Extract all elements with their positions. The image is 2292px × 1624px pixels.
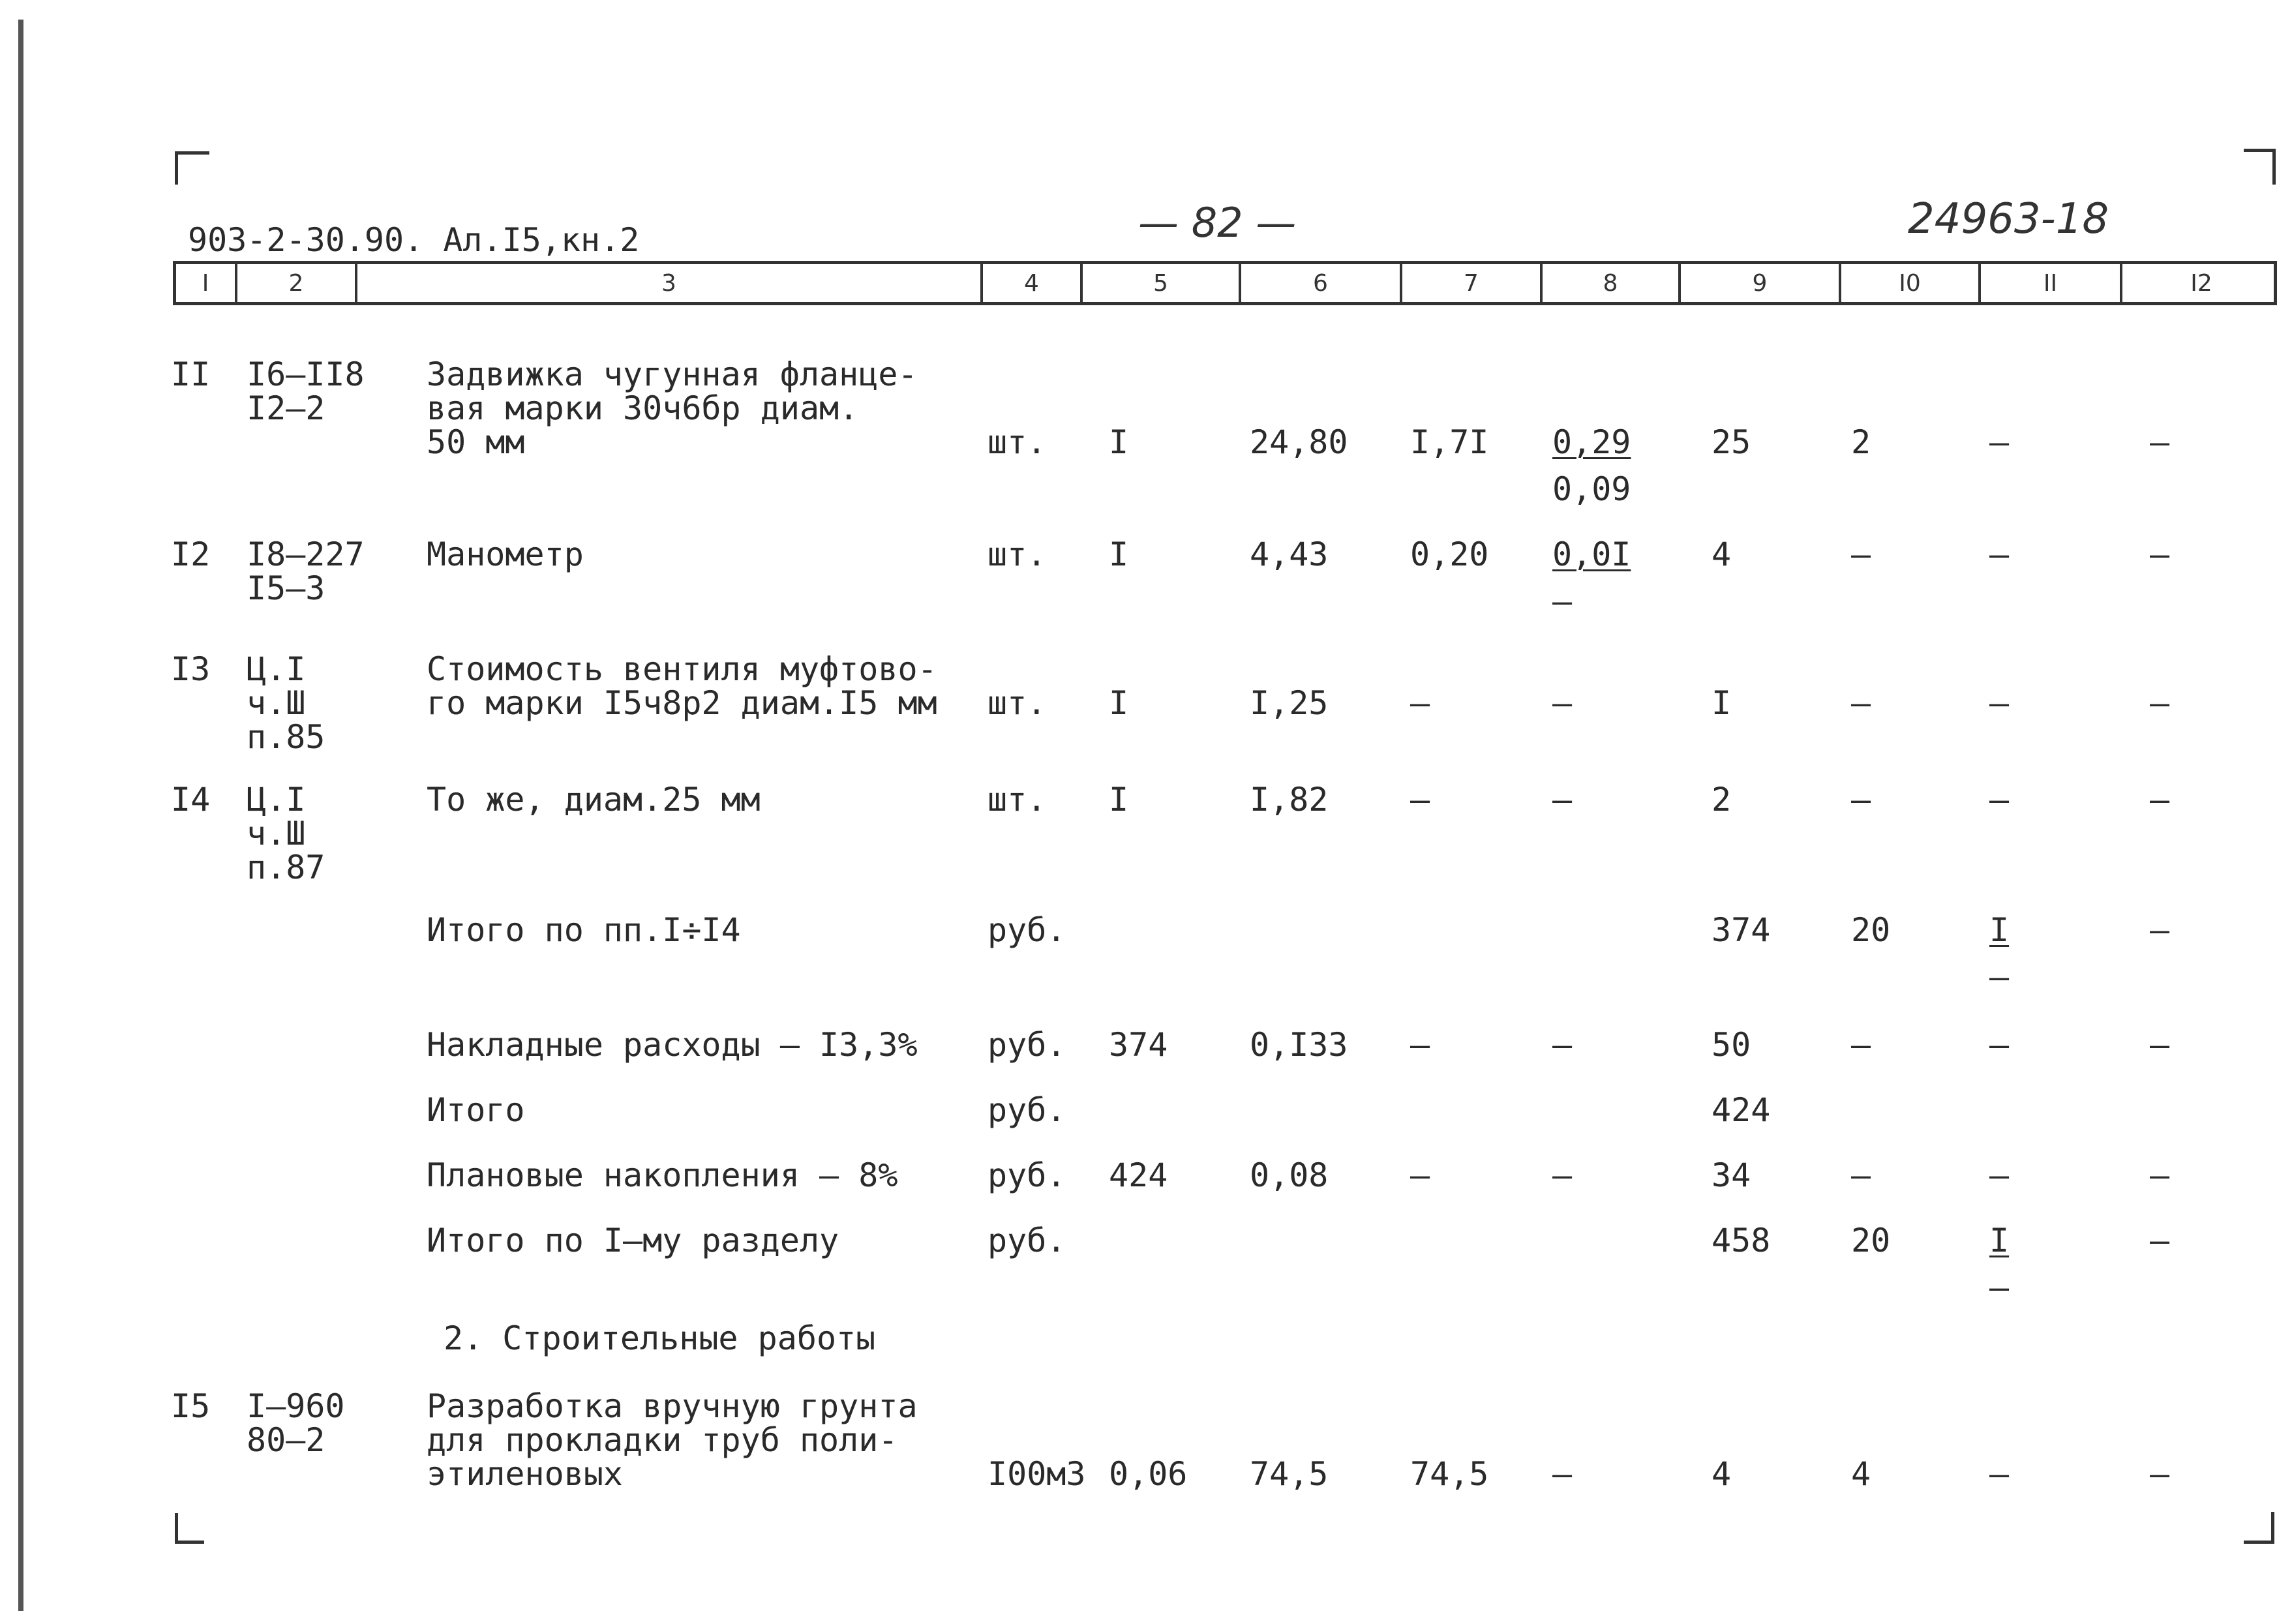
item-name: для прокладки труб поли- bbox=[427, 1421, 898, 1459]
row-number: I2 bbox=[171, 535, 211, 573]
cell-qty: 374 bbox=[1109, 1026, 1168, 1064]
cell-c9: 458 bbox=[1711, 1222, 1771, 1259]
column-number-5: 5 bbox=[1083, 264, 1241, 302]
cell-unit: руб. bbox=[988, 1222, 1066, 1259]
cell-price: 0,08 bbox=[1250, 1156, 1329, 1194]
cell-c12: — bbox=[2150, 1156, 2170, 1194]
cell-price: 0,I33 bbox=[1250, 1026, 1348, 1064]
cell-c8: — bbox=[1552, 781, 1573, 819]
cell-c11: — bbox=[1989, 1026, 2010, 1064]
cell-c8: 0,09 bbox=[1552, 470, 1631, 508]
cell-c11: — bbox=[1989, 781, 2010, 819]
column-number-2: 2 bbox=[237, 264, 357, 302]
item-name: Манометр bbox=[427, 535, 584, 573]
cell-unit: шт. bbox=[988, 423, 1047, 461]
binding-edge bbox=[18, 20, 23, 1611]
rate-code: I8—227 bbox=[247, 535, 365, 573]
cell-c8: 0,29 bbox=[1552, 423, 1631, 461]
cell-c8: — bbox=[1552, 1455, 1573, 1493]
cell-c11: — bbox=[1989, 1156, 2010, 1194]
cell-c9: 424 bbox=[1711, 1091, 1771, 1129]
item-name: Итого bbox=[427, 1091, 525, 1129]
column-number-1: I bbox=[176, 264, 237, 302]
cell-c8: — bbox=[1552, 684, 1573, 722]
item-name: Накладные расходы — I3,3% bbox=[427, 1026, 918, 1064]
cell-price: I,82 bbox=[1250, 781, 1329, 819]
item-name: 50 мм bbox=[427, 423, 525, 461]
cell-c10: — bbox=[1851, 1026, 1871, 1064]
cell-unit: руб. bbox=[988, 1091, 1066, 1129]
cell-c12: — bbox=[2150, 1026, 2170, 1064]
cell-qty: I bbox=[1109, 684, 1129, 722]
rate-code: I5—3 bbox=[247, 569, 325, 607]
item-name: Итого по пп.I÷I4 bbox=[427, 911, 741, 949]
cell-qty: I bbox=[1109, 781, 1129, 819]
cell-c12: — bbox=[2150, 684, 2170, 722]
cell-c9: 4 bbox=[1711, 535, 1732, 573]
rate-code: I6—II8 bbox=[247, 355, 365, 393]
rate-code: I2—2 bbox=[247, 389, 325, 427]
item-name: Плановые накопления — 8% bbox=[427, 1156, 898, 1194]
cell-c11: — bbox=[1989, 684, 2010, 722]
column-number-8: 8 bbox=[1543, 264, 1681, 302]
cell-c7: — bbox=[1410, 684, 1430, 722]
corner-mark-bottom-left bbox=[175, 1513, 204, 1544]
cell-c10: 20 bbox=[1851, 911, 1891, 949]
cell-c10: 20 bbox=[1851, 1222, 1891, 1259]
rate-code: п.87 bbox=[247, 849, 325, 886]
cell-c10: — bbox=[1851, 1156, 1871, 1194]
cell-c7: — bbox=[1410, 781, 1430, 819]
item-name: То же, диам.25 мм bbox=[427, 781, 761, 819]
cell-c12: — bbox=[2150, 1455, 2170, 1493]
corner-mark-top-right bbox=[2244, 149, 2276, 185]
cell-c12: — bbox=[2150, 911, 2170, 949]
cell-unit: шт. bbox=[988, 535, 1047, 573]
column-number-3: 3 bbox=[357, 264, 983, 302]
section-title: 2. Строительные работы bbox=[444, 1319, 876, 1357]
cell-c9: 50 bbox=[1711, 1026, 1751, 1064]
cell-c11: — bbox=[1989, 958, 2010, 996]
column-number-row bbox=[173, 261, 2277, 305]
cell-c8: 0,0I bbox=[1552, 535, 1631, 573]
cell-c12: — bbox=[2150, 535, 2170, 573]
cell-c10: 2 bbox=[1851, 423, 1871, 461]
cell-c12: — bbox=[2150, 1222, 2170, 1259]
cell-c9: 374 bbox=[1711, 911, 1771, 949]
cell-unit: шт. bbox=[988, 684, 1047, 722]
cell-c10: — bbox=[1851, 684, 1871, 722]
archive-number: 24963-18 bbox=[1908, 195, 2109, 243]
column-number-10: I0 bbox=[1841, 264, 1981, 302]
cell-c8: — bbox=[1552, 1026, 1573, 1064]
cell-c9: 2 bbox=[1711, 781, 1732, 819]
cell-c7: — bbox=[1410, 1026, 1430, 1064]
cell-c12: — bbox=[2150, 423, 2170, 461]
rate-code: п.85 bbox=[247, 718, 325, 756]
cell-c12: — bbox=[2150, 781, 2170, 819]
item-name: этиленовых bbox=[427, 1455, 624, 1493]
cell-qty: I bbox=[1109, 423, 1129, 461]
row-number: I3 bbox=[171, 650, 211, 688]
document-code: 903-2-30.90. Ал.I5,кн.2 bbox=[188, 221, 640, 259]
cell-c11: — bbox=[1989, 1455, 2010, 1493]
rate-code: ч.Ш bbox=[247, 684, 306, 722]
cell-unit: руб. bbox=[988, 1156, 1066, 1194]
rate-code: I—960 bbox=[247, 1387, 345, 1425]
cell-c10: 4 bbox=[1851, 1455, 1871, 1493]
cell-c9: 4 bbox=[1711, 1455, 1732, 1493]
cell-c10: — bbox=[1851, 781, 1871, 819]
cell-unit: руб. bbox=[988, 911, 1066, 949]
item-name: вая марки 30ч6бр диам. bbox=[427, 389, 859, 427]
item-name: Итого по I—му разделу bbox=[427, 1222, 839, 1259]
cell-price: I,25 bbox=[1250, 684, 1329, 722]
cell-qty: 424 bbox=[1109, 1156, 1168, 1194]
item-name: Задвижка чугунная фланце- bbox=[427, 355, 918, 393]
cell-c11: — bbox=[1989, 535, 2010, 573]
cell-c7: — bbox=[1410, 1156, 1430, 1194]
corner-mark-top-left bbox=[175, 151, 209, 185]
cell-c8: — bbox=[1552, 1156, 1573, 1194]
rate-code: Ц.I bbox=[247, 781, 306, 819]
column-number-6: 6 bbox=[1241, 264, 1402, 302]
rate-code: ч.Ш bbox=[247, 815, 306, 852]
row-number: I5 bbox=[171, 1387, 211, 1425]
column-number-12: I2 bbox=[2190, 269, 2212, 297]
cell-unit: шт. bbox=[988, 781, 1047, 819]
rate-code: Ц.I bbox=[247, 650, 306, 688]
cell-price: 74,5 bbox=[1250, 1455, 1329, 1493]
column-number-7: 7 bbox=[1402, 264, 1543, 302]
cell-c7: I,7I bbox=[1410, 423, 1489, 461]
row-number: II bbox=[171, 355, 211, 393]
column-number-4: 4 bbox=[983, 264, 1083, 302]
cell-unit: руб. bbox=[988, 1026, 1066, 1064]
cell-c11: — bbox=[1989, 423, 2010, 461]
cell-c11: — bbox=[1989, 1269, 2010, 1306]
cell-price: 24,80 bbox=[1250, 423, 1348, 461]
column-number-11: II bbox=[1981, 264, 2122, 302]
page-number: — 82 — bbox=[1138, 199, 1297, 247]
cell-c11: I bbox=[1989, 1222, 2010, 1259]
cell-c9: I bbox=[1711, 684, 1732, 722]
cell-c10: — bbox=[1851, 535, 1871, 573]
cell-c7: 74,5 bbox=[1410, 1455, 1489, 1493]
cell-qty: I bbox=[1109, 535, 1129, 573]
cell-c7: 0,20 bbox=[1410, 535, 1489, 573]
item-name: го марки I5ч8р2 диам.I5 мм bbox=[427, 684, 937, 722]
item-name: Стоимость вентиля муфтово- bbox=[427, 650, 937, 688]
cell-c11: I bbox=[1989, 911, 2010, 949]
item-name: Разработка вручную грунта bbox=[427, 1387, 918, 1425]
row-number: I4 bbox=[171, 781, 211, 819]
corner-mark-bottom-right bbox=[2244, 1512, 2274, 1544]
cell-qty: 0,06 bbox=[1109, 1455, 1188, 1493]
cell-c9: 25 bbox=[1711, 423, 1751, 461]
cell-c8: — bbox=[1552, 582, 1573, 620]
column-number-9: 9 bbox=[1681, 264, 1841, 302]
rate-code: 80—2 bbox=[247, 1421, 325, 1459]
cell-c9: 34 bbox=[1711, 1156, 1751, 1194]
cell-unit: I00м3 bbox=[988, 1455, 1086, 1493]
cell-price: 4,43 bbox=[1250, 535, 1329, 573]
